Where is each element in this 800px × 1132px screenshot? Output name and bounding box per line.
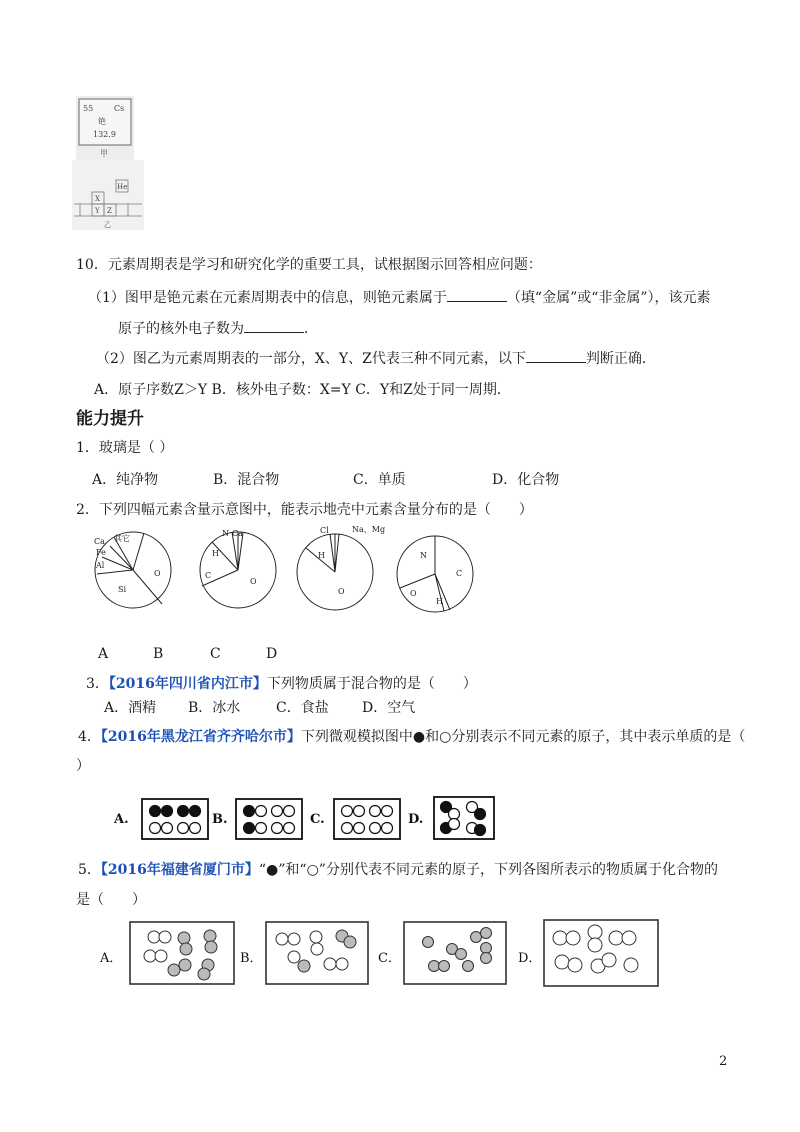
figure-yi <box>72 160 144 230</box>
atomic-mass: 132.9 <box>93 130 116 139</box>
q10-blank-1[interactable] <box>447 287 507 302</box>
q10-p1-text-d: ． <box>304 321 318 337</box>
pie-c-label-o: O <box>338 587 345 596</box>
q5-stem: “●”和“○”分别代表不同元素的原子，下列各图所表示的物质属于化合物的 <box>258 862 718 878</box>
q5-label-c: C． <box>378 951 401 966</box>
periodic-fragment <box>72 160 144 230</box>
pie-a-label-o: O <box>154 569 161 578</box>
figure-caption-jia: 甲 <box>100 149 108 158</box>
figure-caption-yi: 乙 <box>104 221 111 229</box>
q1-option-c[interactable]: C．单质 <box>353 472 406 488</box>
pie-a-label-ca: Ca <box>94 537 105 546</box>
q2-pie-charts <box>90 524 480 624</box>
q10-p2-text-b: 判断正确． <box>585 351 656 367</box>
q4-label-b: B. <box>212 812 228 827</box>
q5-label-b: B． <box>240 951 263 966</box>
q3-source: 【2016年四川省内江市】 <box>108 676 267 692</box>
q5-line <box>78 860 718 880</box>
q5-models <box>98 918 668 990</box>
pie-d-label-c: C <box>456 569 463 578</box>
q2-option-a[interactable]: A <box>98 646 109 662</box>
q10-options: A．原子序数Z＞Y B．核外电子数：X=Y C．Y和Z处于同一周期． <box>94 382 511 398</box>
pie-d-label-o: O <box>410 589 417 598</box>
cesium-tile <box>76 96 134 160</box>
q5-stem-2: 是（ ） <box>76 892 146 908</box>
pie-c-label-cl: Cl <box>320 526 329 535</box>
q10-p1-text-b: （填“金属”或“非金属”），该元素 <box>506 290 711 306</box>
q10-part2 <box>96 348 656 369</box>
q10-blank-2[interactable] <box>244 318 304 333</box>
q10-stem: 10．元素周期表是学习和研究化学的重要工具，试根据图示回答相应问题： <box>76 257 542 273</box>
q10-part1-line2 <box>118 318 318 339</box>
q4-source: 【2016年黑龙江省齐齐哈尔市】 <box>100 729 301 745</box>
q5-particle-diagrams <box>98 918 668 990</box>
q3-line <box>86 674 477 694</box>
pie-c-label-h: H <box>318 551 325 560</box>
q1-option-a[interactable]: A．纯净物 <box>92 472 159 488</box>
q2-option-d[interactable]: D <box>266 646 278 662</box>
pie-b-label-h: H <box>212 549 219 558</box>
pie-d-label-h: H <box>436 597 443 606</box>
cell-x: X <box>95 195 100 203</box>
q5-label-d: D． <box>518 951 542 966</box>
q5-label-a: A． <box>100 951 123 966</box>
q4-number: 4． <box>78 729 101 745</box>
pie-diagrams <box>90 524 480 624</box>
q4-label-a: A. <box>114 812 129 827</box>
pie-a-label-fe: Fe <box>96 548 106 557</box>
section-title: 能力提升 <box>76 409 144 429</box>
q2-stem: 2．下列四幅元素含量示意图中，能表示地壳中元素含量分布的是（ ） <box>76 502 533 518</box>
pie-b-label-c: C <box>205 571 212 580</box>
q10-part1-line1 <box>88 287 711 308</box>
q3-option-a[interactable]: A．酒精 <box>104 700 157 716</box>
q4-models <box>112 794 502 842</box>
pie-a-label-al: Al <box>96 561 105 570</box>
element-symbol: Cs <box>114 104 125 113</box>
pie-c-label-namg: Na、Mg <box>352 525 386 534</box>
q4-stem: 下列微观模拟图中●和○分别表示不同元素的原子，其中表示单质的是（ <box>300 729 746 745</box>
element-name: 铯 <box>98 117 106 126</box>
q4-particle-diagrams <box>112 794 502 842</box>
q1-stem: 1．玻璃是（ ） <box>76 440 174 456</box>
figure-jia <box>76 96 134 160</box>
q5-source: 【2016年福建省厦门市】 <box>100 862 259 878</box>
q4-line <box>78 727 745 747</box>
q1-option-d[interactable]: D．化合物 <box>492 472 560 488</box>
cell-y: Y <box>95 207 100 215</box>
pie-a-label-other: 其它 <box>114 534 130 543</box>
q3-option-c[interactable]: C．食盐 <box>276 700 329 716</box>
q4-stem-end: ） <box>76 758 90 774</box>
q4-label-c: C. <box>310 812 325 827</box>
q10-blank-3[interactable] <box>526 348 586 363</box>
pie-b-label-n: N <box>222 529 229 538</box>
q2-option-c[interactable]: C <box>210 646 221 662</box>
q4-label-d: D. <box>408 812 424 827</box>
q10-p2-text-a: （2）图乙为元素周期表的一部分，X、Y、Z代表三种不同元素，以下 <box>96 351 526 367</box>
pie-a-label-si: Si <box>118 585 127 594</box>
page-number: 2 <box>719 1054 728 1069</box>
q3-option-d[interactable]: D．空气 <box>362 700 416 716</box>
q3-option-b[interactable]: B．冰水 <box>188 700 241 716</box>
pie-b-label-ca: Ca <box>232 529 243 538</box>
q5-number: 5． <box>78 862 101 878</box>
q1-option-b[interactable]: B．混合物 <box>213 472 280 488</box>
pie-b-label-o: O <box>250 577 257 586</box>
cell-z: Z <box>107 207 112 215</box>
q10-p1-text-a: （1）图甲是铯元素在元素周期表中的信息，则铯元素属于 <box>88 290 447 306</box>
q2-option-b[interactable]: B <box>153 646 164 662</box>
q3-stem: 下列物质属于混合物的是（ ） <box>266 676 477 692</box>
cell-he: He <box>117 183 128 191</box>
q3-number: 3． <box>86 676 109 692</box>
q10-p1-text-c: 原子的核外电子数为 <box>118 321 244 337</box>
pie-d-label-n: N <box>420 551 427 560</box>
atomic-number: 55 <box>83 104 94 113</box>
